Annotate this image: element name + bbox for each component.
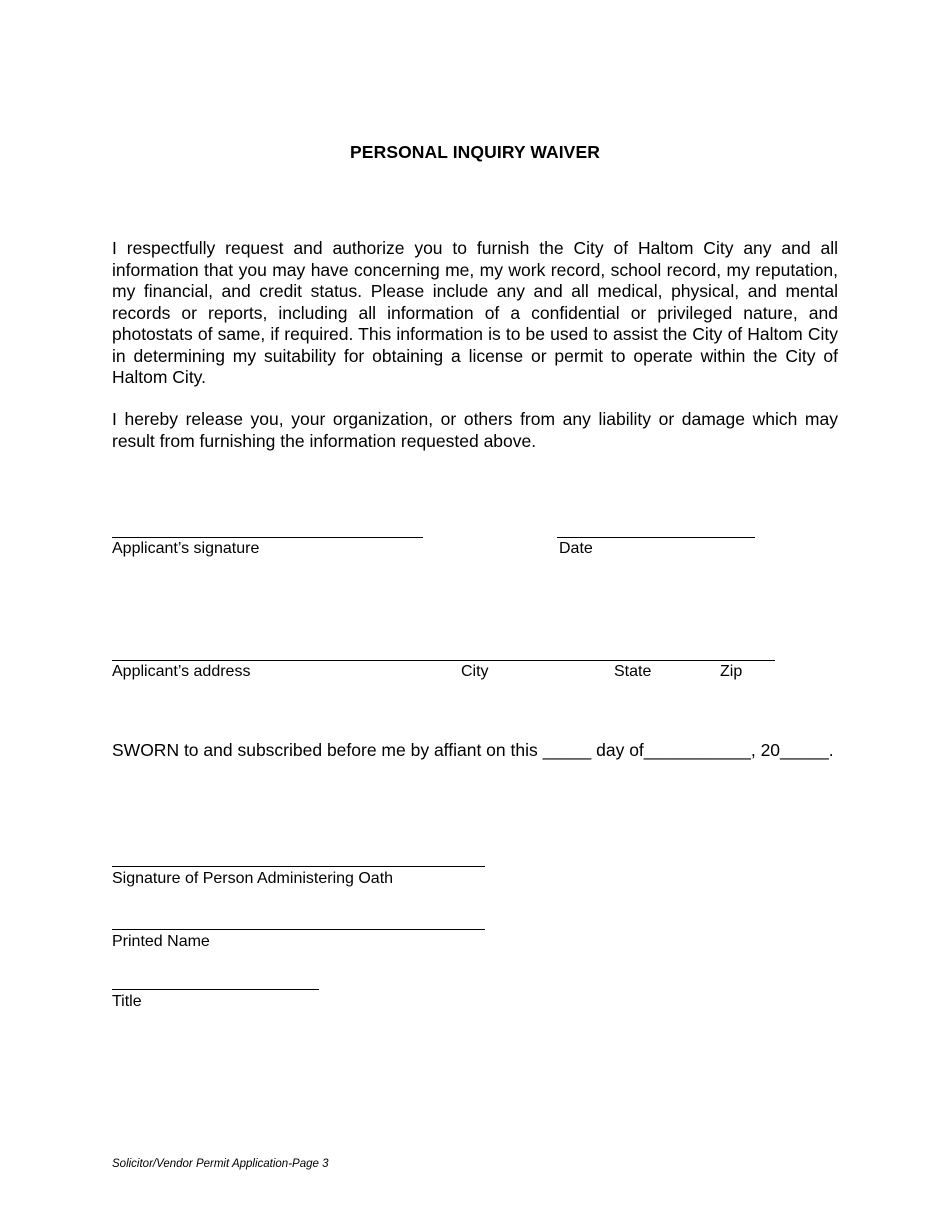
- printed-name-line[interactable]: [112, 929, 485, 930]
- sworn-statement: SWORN to and subscribed before me by affiant on this _____ day of___________, 20_____.: [112, 740, 834, 760]
- city-label: City: [461, 663, 489, 680]
- applicant-address-label: Applicant’s address: [112, 663, 251, 680]
- administrator-signature-line[interactable]: [112, 866, 485, 867]
- page-footer: Solicitor/Vendor Permit Application-Page 3: [112, 1158, 329, 1170]
- printed-name-label: Printed Name: [112, 933, 210, 950]
- title-label: Title: [112, 993, 142, 1010]
- date-line[interactable]: [557, 537, 755, 538]
- zip-label: Zip: [720, 663, 743, 680]
- release-paragraph: I hereby release you, your organization, or others from any liability or damage which may result from furnishing the information requested above.: [112, 409, 838, 451]
- date-label: Date: [559, 540, 593, 557]
- authorization-paragraph: I respectfully request and authorize you to furnish the City of Haltom City any and all information that you may have concerning me, my work record, school record, my reputation, my financial, and credit status. Please include any and all medical, physical, and mental records or reports, including all information of a confidential or privileged nature, and photostats of same, if required. This information is to be used to assist the City of Haltom City in determining my suitability for obtaining a license or permit to operate within the City of Haltom City.: [112, 238, 838, 387]
- applicant-signature-line[interactable]: [112, 537, 423, 538]
- applicant-signature-label: Applicant’s signature: [112, 540, 260, 557]
- applicant-address-line[interactable]: [112, 660, 775, 661]
- document-title: PERSONAL INQUIRY WAIVER: [350, 142, 600, 162]
- title-line[interactable]: [112, 989, 319, 990]
- administrator-signature-label: Signature of Person Administering Oath: [112, 870, 394, 887]
- state-label: State: [614, 663, 652, 680]
